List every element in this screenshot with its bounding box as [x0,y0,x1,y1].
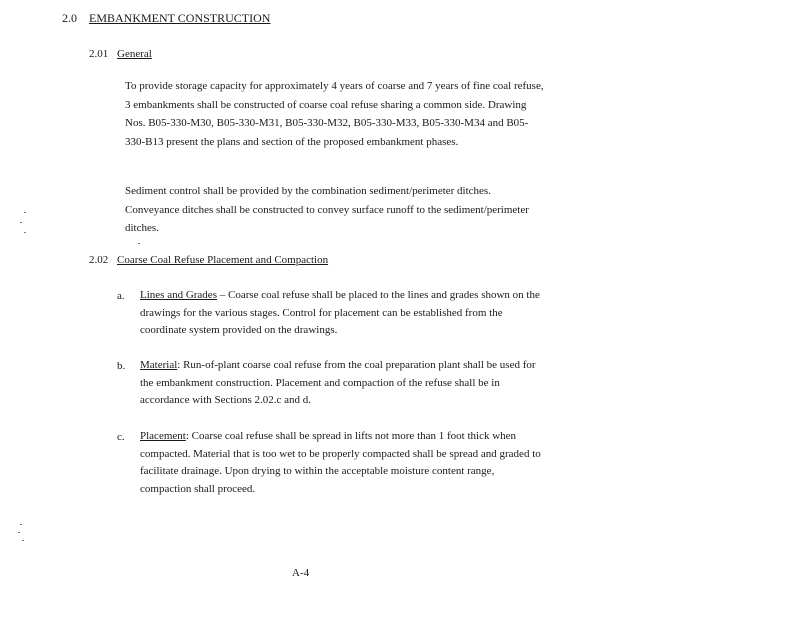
general-title: General [117,48,152,60]
paragraph-text: Sediment control shall be provided by the combination sediment/perimeter ditches. Conveyance ditches shall be constructed to convey surface runoff to the sediment/perimeter ditches. [125,185,529,234]
placement-number: 2.02 [89,254,109,266]
general-paragraph-1 [125,77,545,151]
item-a [140,287,545,340]
scan-speck [18,532,20,533]
item-b [140,357,545,410]
page-number: A-4 [292,567,310,579]
scan-speck [138,243,140,244]
item-b-letter: b. [117,360,126,372]
section-number: 2.0 [62,11,77,25]
placement-title: Coarse Coal Refuse Placement and Compaction [117,254,329,266]
item-c-text: : Coarse coal refuse shall be spread in lifts not more than 1 foot thick when compacted. Material that is too wet to be properly compacted shall be spread and graded to facilitate drainage. Upon drying to within the acceptable moisture content range, compaction shall proceed. [140,430,541,495]
scan-speck [24,212,26,213]
item-a-label: Lines and Grades [140,289,217,301]
scan-speck [22,540,24,541]
item-c-label: Placement [140,430,186,442]
item-c [140,428,545,498]
scan-speck [24,232,26,233]
section-title: EMBANKMENT CONSTRUCTION [89,11,271,25]
item-b-text: : Run-of-plant coarse coal refuse from the coal preparation plant shall be used for the embankment construction. Placement and compaction of the refuse shall be in accordance with Sections 2.02.c and d. [140,359,536,406]
scan-speck [20,524,22,525]
scan-speck [20,222,22,223]
item-a-text: – Coarse coal refuse shall be placed to the lines and grades shown on the drawings for the various stages. Control for placement can be established from the coordinate system provided on the drawings. [140,289,540,336]
item-a-letter: a. [117,290,125,302]
item-c-letter: c. [117,431,125,443]
general-paragraph-2 [125,182,545,238]
general-number: 2.01 [89,48,109,60]
paragraph-text: To provide storage capacity for approximately 4 years of coarse and 7 years of fine coal refuse, 3 embankments shall be constructed of coarse coal refuse sharing a common side. Drawing Nos. B05-330-M30, B05-330-M31, B05-330-M32, B05-330-M33, B05-330-M34 and B05-330-B13 present the plans and section of the proposed embankment phases. [125,80,544,148]
item-b-label: Material [140,359,178,371]
